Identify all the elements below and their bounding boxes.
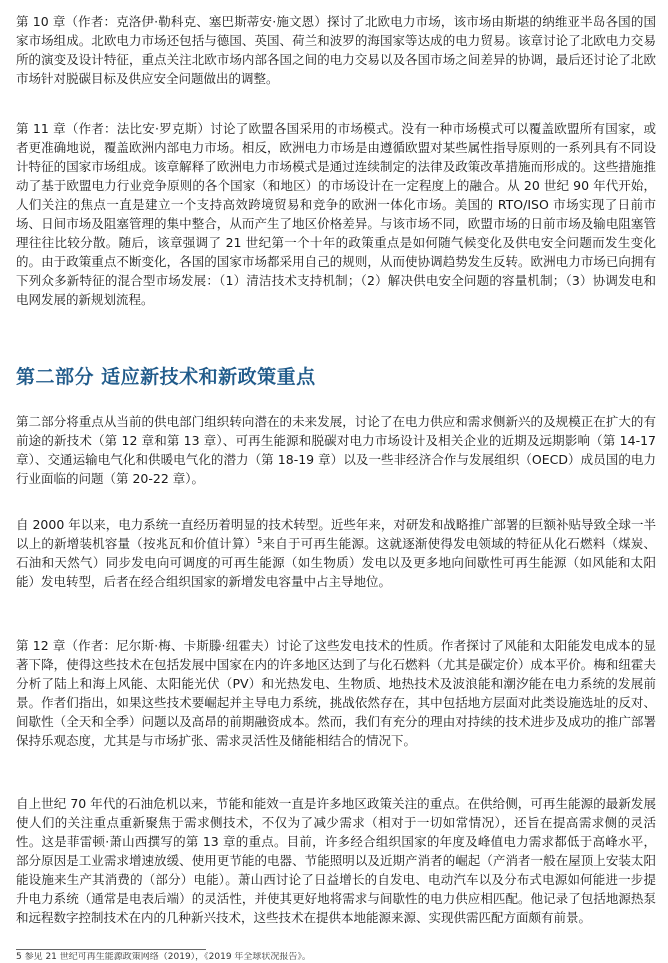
footnote: 5 参见 21 世纪可再生能源政策网络（2019），《2019 年全球状况报告》。: [16, 952, 311, 962]
paragraph-chapter-13: 自上世纪 70 年代的石油危机以来，节能和能效一直是许多地区政策关注的重点。在供给侧，可再生能源的最新发展使人们的关注重点重新聚焦于需求侧技术，不仅为了减少需求（相对于一切如常情况），还旨在提高需求侧的灵活性。这是菲雷顿·萧山西撰写的第 13 章的重点。目前，许多经合组织国家的年度及峰值电力需求都低于高峰水平，部分原因是工业需求增速放缓、使用更节能的电器、节能照明以及近期产消者的崛起（产消者一般在屋顶上安装太阳能设施来生产其消费的（部分）电能）。萧山西讨论了日益增长的自发电、电动汽车以及分布式电源如何能进一步提升电力系统（通常是电表后端）的灵活性，并使其更好地将需求与间歇性的电力供应相匹配。他记录了包括地源热泵和远程数字控制技术在内的几种新兴技术，这些技术在提供本地能源来源、实现供需匹配方面颇有前景。: [16, 796, 656, 925]
section-heading: 第二部分 适应新技术和新政策重点: [16, 366, 316, 388]
paragraph-chapter-10: 第 10 章（作者：克洛伊·勒科克、塞巴斯蒂安·施文恩）探讨了北欧电力市场，该市场由斯堪的纳维亚半岛各国的国家市场组成。北欧电力市场还包括与德国、英国、荷兰和波罗的海国家等达成的电力贸易。该章讨论了北欧电力交易所的演变及设计特征，重点关注北欧市场内部各国之间的电力交易以及各国市场之间差异的协调，最后还讨论了北欧市场针对脱碳目标及供应安全问题做出的调整。: [16, 14, 656, 86]
paragraph-text-end: 来自于可再生能源。这就逐渐使得发电领域的特征从化石燃料（煤炭、石油和天然气）同步发电向可调度的可再生能源（如生物质）发电以及更多地向间歇性可再生能源（如风能和太阳能）发电转型，后者在经合组织国家的新增发电容量中占主导地位。: [16, 536, 656, 589]
paragraph-tech-transition: [16, 515, 656, 591]
footnote-marker[interactable]: 5: [257, 535, 263, 545]
paragraph-part-two-intro: 第二部分将重点从当前的供电部门组织转向潜在的未来发展，讨论了在电力供应和需求侧新兴的及规模正在扩大的有前途的新技术（第 12 章和第 13 章）、可再生能源和脱碳对电力市场设计及相关企业的近期及远期影响（第 14-17 章）、交通运输电气化和供暖电气化的潜力（第 18-19 章）以及一些非经济合作与发展组织（OECD）成员国的电力行业面临的问题（第 20-22 章）。: [16, 414, 656, 486]
paragraph-chapter-11: 第 11 章（作者：法比安·罗克斯）讨论了欧盟各国采用的市场模式。没有一种市场模式可以覆盖欧盟所有国家，或者更准确地说，覆盖欧洲内部电力市场。相反，欧洲电力市场是由遵循欧盟对某些属性指导原则的一系列具有不同设计特征的国家市场组成。该章解释了欧洲电力市场模式是通过连续制定的法律及政策改革措施而形成的。这些措施推动了基于欧盟电力行业竞争原则的各个国家（和地区）的市场设计在一定程度上的融合。从 20 世纪 90 年代开始，人们关注的焦点一直是建立一个支持高效跨境贸易和竞争的欧洲一体化市场。美国的 RTO/ISO 市场实现了日前市场、日间市场及阻塞管理的集中整合，从而产生了地区价格差异。与该市场不同，欧盟市场的日前市场及输电阻塞管理往往比较分散。随后，该章强调了 21 世纪第一个十年的政策重点是如何随气候变化及供电安全问题而发生变化的。由于政策重点不断变化，各国的国家市场都采用自己的规则，从而使协调趋势发生反转。欧洲电力市场已向拥有下列众多新特征的混合型市场发展：（1）清洁技术支持机制；（2）解决供电安全问题的容量机制；（3）协调发电和电网发展的新规划流程。: [16, 121, 656, 307]
paragraph-text-start: 自 2000 年以来，电力系统一直经历着明显的技术转型。近些年来，对研发和战略推广部署的巨额补贴导致全球一半以上的新增装机容量（按兆瓦和价值计算）: [16, 517, 656, 551]
footnote-divider: [16, 949, 206, 950]
paragraph-chapter-12: 第 12 章（作者：尼尔斯·梅、卡斯滕·纽霍夫）讨论了这些发电技术的性质。作者探讨了风能和太阳能发电成本的显著下降，使得这些技术在包括发展中国家在内的许多地区达到了与化石燃料（尤其是碳定价）成本平价。梅和纽霍夫分析了陆上和海上风能、太阳能光伏（PV）和光热发电、生物质、地热技术及波浪能和潮汐能在电力系统的发展前景。作者们指出，如果这些技术要崛起并主导电力系统，挑战依然存在，其中包括地方层面对此类设施选址的反对、间歇性（全天和全季）问题以及高昂的前期融资成本。然而，我们有充分的理由对持续的技术进步及成功的推广部署保持乐观态度，尤其是与市场扩张、需求灵活性及储能相结合的情况下。: [16, 638, 656, 748]
